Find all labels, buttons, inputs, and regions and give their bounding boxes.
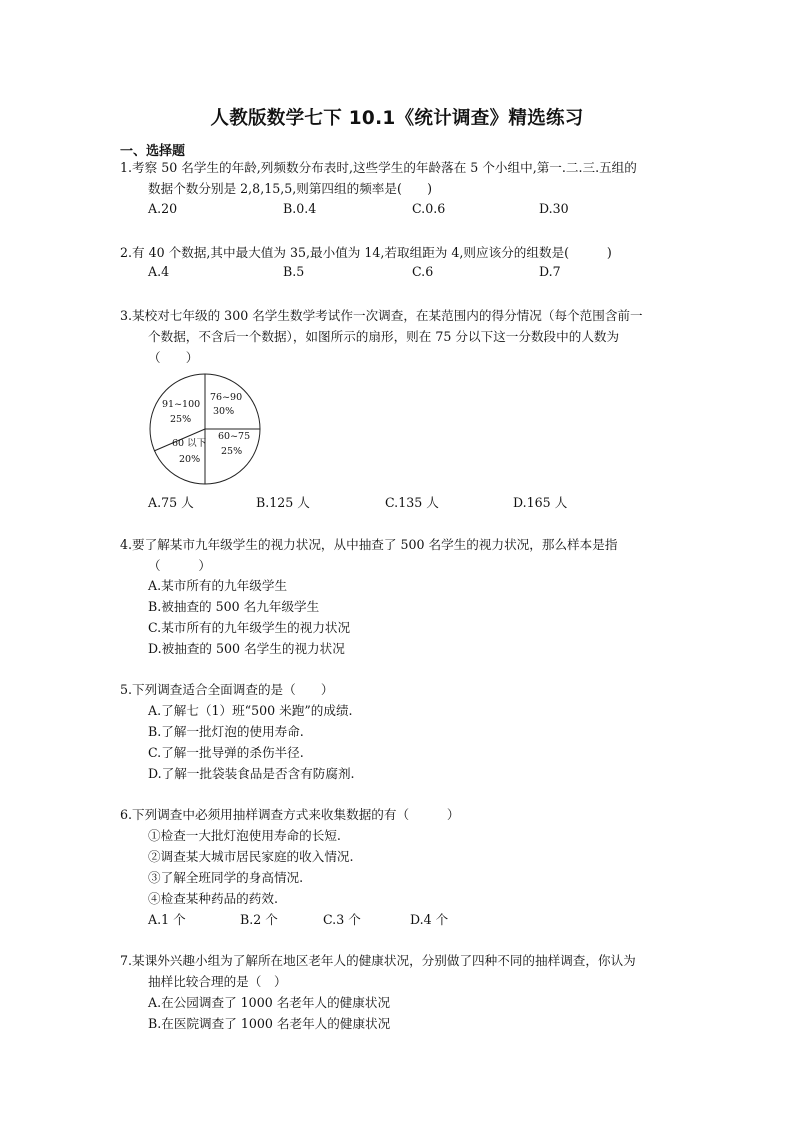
question-6-option-c: C.3 个	[323, 912, 361, 927]
question-3-option-d: D.165 人	[513, 495, 568, 510]
question-5-option-d: D.了解一批袋装食品是否含有防腐剂.	[148, 766, 355, 781]
pie-label-60-below: 60 以下	[172, 438, 207, 449]
question-1-option-b: B.0.4	[283, 201, 317, 216]
page-title: 人教版数学七下 10.1《统计调查》精选练习	[210, 108, 584, 129]
question-6-option-a: A.1 个	[148, 912, 186, 927]
question-4-option-a: A.某市所有的九年级学生	[148, 578, 288, 593]
question-6-option-b: B.2 个	[240, 912, 278, 927]
question-1-line-2: 数据个数分别是 2,8,15,5,则第四组的频率是( )	[148, 181, 432, 196]
question-7-option-b: B.在医院调查了 1000 名老年人的健康状况	[148, 1016, 391, 1031]
question-1-option-a: A.20	[148, 201, 178, 216]
question-4-line-2: （ ）	[148, 558, 211, 573]
question-4-option-c: C.某市所有的九年级学生的视力状况	[148, 620, 351, 635]
question-7-line-1: 7.某课外兴趣小组为了解所在地区老年人的健康状况，分别做了四种不同的抽样调查，你认为	[120, 953, 636, 968]
question-4-option-b: B.被抽查的 500 名九年级学生	[148, 599, 320, 614]
pie-pct-76-90: 30%	[213, 406, 235, 417]
pie-pct-60-75: 25%	[221, 446, 243, 457]
question-2-option-b: B.5	[283, 264, 305, 279]
question-2-option-d: D.7	[539, 264, 561, 279]
question-6-item-3: ③了解全班同学的身高情况.	[148, 870, 304, 885]
question-6-item-2: ②调查某大城市居民家庭的收入情况.	[148, 849, 354, 864]
pie-pct-91-100: 25%	[170, 414, 192, 425]
question-3-line-2: 个数据，不含后一个数据），如图所示的扇形，则在 75 分以下这一分数段中的人数为	[148, 329, 620, 344]
question-2-option-c: C.6	[412, 264, 434, 279]
section-heading: 一、选择题	[120, 144, 186, 159]
question-4-option-d: D.被抽查的 500 名学生的视力状况	[148, 641, 345, 656]
question-5-line-1: 5.下列调查适合全面调查的是（ ）	[120, 682, 334, 697]
question-3-line-1: 3.某校对七年级的 300 名学生数学考试作一次调查，在某范围内的得分情况（每个范围含前一	[120, 308, 643, 323]
question-6-option-d: D.4 个	[410, 912, 449, 927]
question-5-option-a: A.了解七（1）班“500 米跑”的成绩.	[148, 703, 353, 718]
score-pie-chart	[148, 372, 270, 490]
question-1-option-d: D.30	[539, 201, 569, 216]
question-7-option-a: A.在公园调查了 1000 名老年人的健康状况	[148, 995, 391, 1010]
question-6-item-1: ①检查一大批灯泡使用寿命的长短.	[148, 828, 341, 843]
pie-label-76-90: 76~90	[210, 392, 243, 403]
question-6-item-4: ④检查某种药品的药效.	[148, 891, 278, 906]
question-2-line-1: 2.有 40 个数据,其中最大值为 35,最小值为 14,若取组距为 4,则应该分的组数是( )	[120, 245, 612, 260]
question-3-option-a: A.75 人	[148, 495, 194, 510]
question-4-line-1: 4.要了解某市九年级学生的视力状况，从中抽查了 500 名学生的视力状况，那么样本是指	[120, 537, 618, 552]
pie-label-60-75: 60~75	[218, 431, 251, 442]
question-3-line-3: （ ）	[148, 350, 199, 365]
question-7-line-2: 抽样比较合理的是（ ）	[148, 974, 287, 989]
question-3-option-b: B.125 人	[256, 495, 310, 510]
question-1-option-c: C.0.6	[412, 201, 446, 216]
question-3-option-c: C.135 人	[385, 495, 439, 510]
question-1-line-1: 1.考察 50 名学生的年龄,列频数分布表时,这些学生的年龄落在 5 个小组中,第一.二.三.五组的	[120, 160, 637, 175]
pie-pct-60-below: 20%	[179, 454, 201, 465]
question-2-option-a: A.4	[148, 264, 170, 279]
pie-label-91-100: 91~100	[162, 399, 201, 410]
question-5-option-c: C.了解一批导弹的杀伤半径.	[148, 745, 304, 760]
question-6-line-1: 6.下列调查中必须用抽样调查方式来收集数据的有（ ）	[120, 807, 460, 822]
question-5-option-b: B.了解一批灯泡的使用寿命.	[148, 724, 304, 739]
